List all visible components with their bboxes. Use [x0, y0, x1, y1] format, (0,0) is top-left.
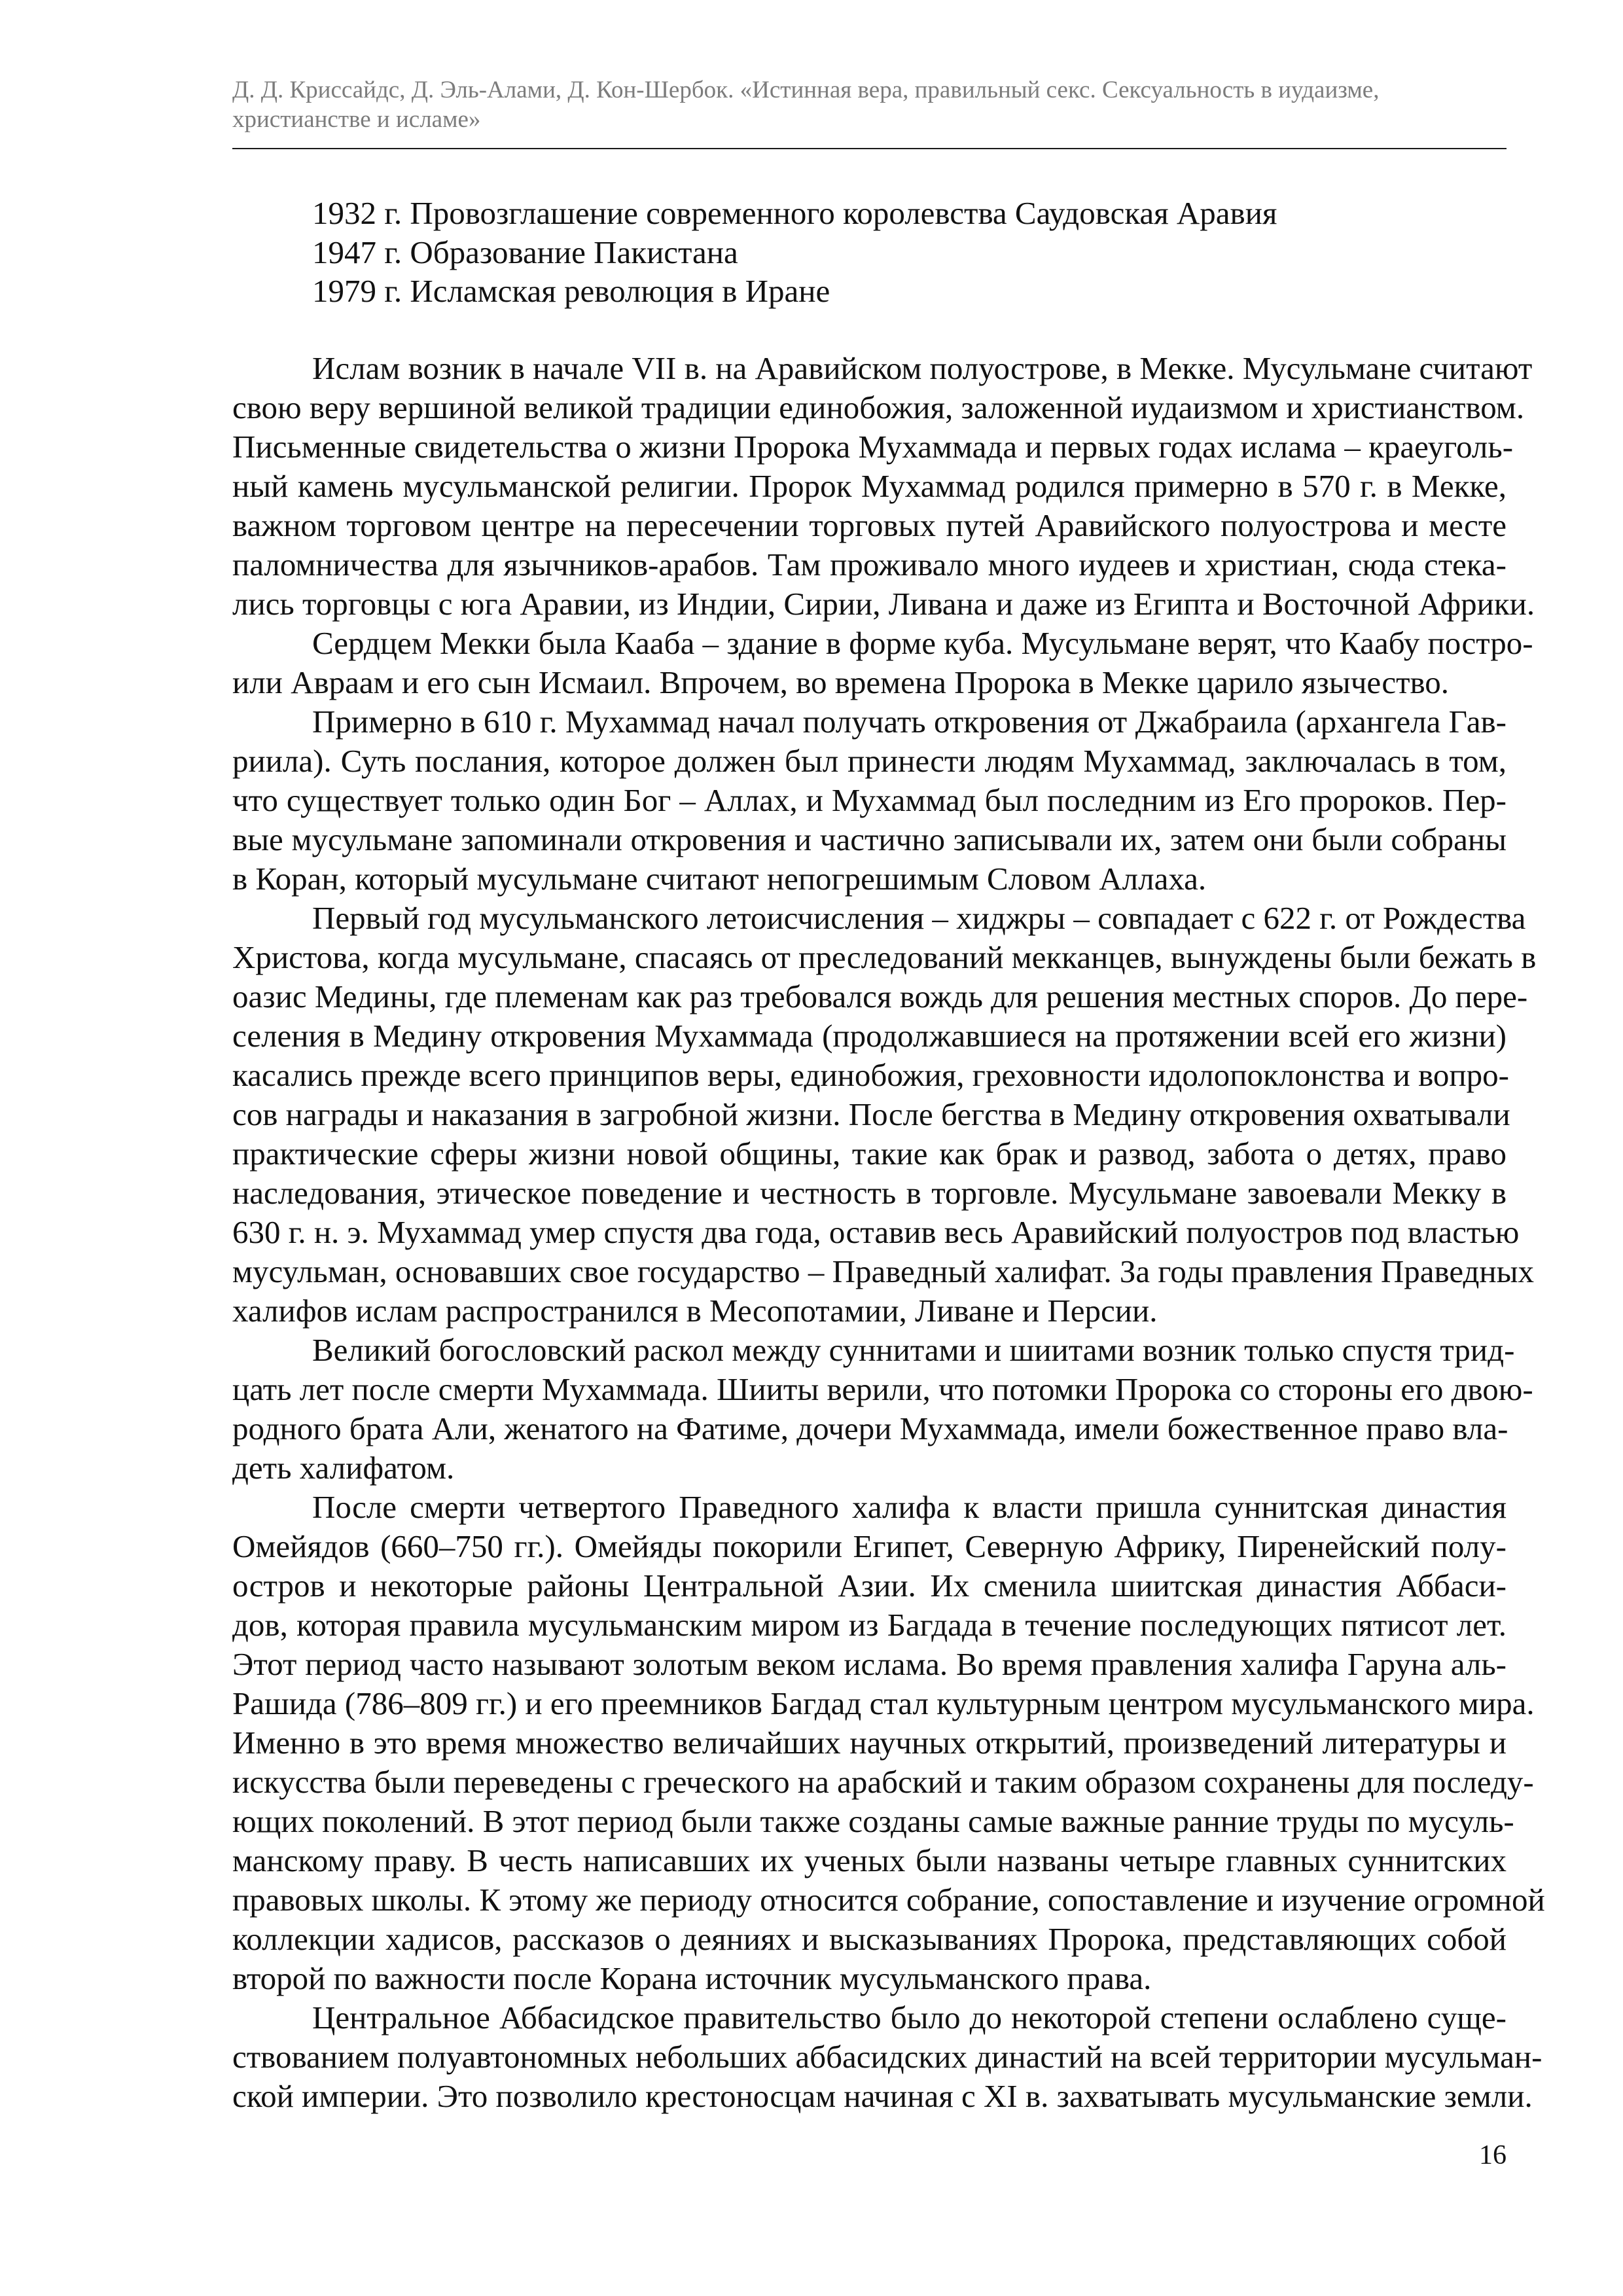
paragraph-line: Именно в это время множество величайших научных открытий, произведений литературы и: [232, 1725, 1507, 1761]
paragraph: [232, 702, 1507, 899]
paragraph-line: искусства были переведены с греческого на арабский и таким образом сохранены для последу-: [232, 1764, 1534, 1800]
paragraph-line: Сердцем Мекки была Кааба – здание в форме куба. Мусульмане верят, что Каабу постро-: [312, 625, 1533, 661]
paragraph-line: ющих поколений. В этот период были также созданы самые важные ранние труды по мусуль-: [232, 1803, 1514, 1839]
paragraph-line: ствованием полуавтономных небольших аббасидских династий на всей территории мусульман-: [232, 2039, 1543, 2075]
paragraph-line: свою веру вершиной великой традиции единобожия, заложенной иудаизмом и христианством.: [232, 389, 1525, 425]
paragraph: [232, 1998, 1543, 2116]
paragraph: [232, 1488, 1545, 1998]
page-number: 16: [1479, 2140, 1507, 2170]
paragraph-line: деть халифатом.: [232, 1450, 455, 1486]
paragraph-line: Христова, когда мусульмане, спасаясь от преследований мекканцев, вынуждены были бежать в: [232, 939, 1537, 975]
paragraph-line: важном торговом центре на пересечении торговых путей Аравийского полуострова и месте: [232, 507, 1507, 543]
paragraph: [232, 349, 1535, 624]
paragraph-line: остров и некоторые районы Центральной Азии. Их сменила шиитская династия Аббаси-: [232, 1568, 1507, 1604]
paragraph-line: или Авраам и его сын Исмаил. Впрочем, во времена Пророка в Мекке царило язычество.: [232, 664, 1450, 700]
paragraph-line: Рашида (786–809 гг.) и его преемников Багдад стал культурным центром мусульманского мира.: [232, 1685, 1535, 1721]
paragraph-line: Первый год мусульманского летоисчисления – хиджры – совпадает с 622 г. от Рождества: [312, 900, 1526, 936]
paragraph: [232, 1331, 1533, 1488]
paragraph-line: паломничества для язычников-арабов. Там проживало много иудеев и христиан, сюда стека-: [232, 547, 1507, 583]
paragraph-line: селения в Медину откровения Мухаммада (продолжавшиеся на протяжении всей его жизни): [232, 1018, 1507, 1054]
paragraph-line: родного брата Али, женатого на Фатиме, дочери Мухаммада, имели божественное право вла-: [232, 1410, 1508, 1446]
paragraph-line: Центральное Аббасидское правительство было до некоторой степени ослаблено суще-: [312, 2000, 1507, 2036]
paragraph-line: Великий богословский раскол между суннитами и шиитами возник только спустя трид-: [312, 1332, 1515, 1368]
running-header-line: христианстве и исламе»: [232, 106, 481, 133]
paragraph-line: Омейядов (660–750 гг.). Омейяды покорили Египет, Северную Африку, Пиренейский полу-: [232, 1528, 1507, 1564]
paragraph-line: риила). Суть послания, которое должен был принести людям Мухаммад, заключалась в том,: [232, 743, 1507, 779]
paragraph-line: 630 г. н. э. Мухаммад умер спустя два года, оставив весь Аравийский полуостров под властью: [232, 1214, 1520, 1250]
paragraph-line: После смерти четвертого Праведного халифа к власти пришла суннитская династия: [312, 1489, 1507, 1525]
paragraph-line: второй по важности после Корана источник мусульманского права.: [232, 1960, 1152, 1996]
paragraph-line: касались прежде всего принципов веры, единобожия, греховности идолопоклонства и вопро-: [232, 1057, 1509, 1093]
timeline-item: 1947 г. Образование Пакистана: [312, 234, 738, 270]
paragraph-line: мусульман, основавших свое государство – Праведный халифат. За годы правления Праведных: [232, 1253, 1535, 1289]
paragraph-line: дов, которая правила мусульманским миром из Багдада в течение последующих пятисот лет.: [232, 1607, 1507, 1643]
paragraph-line: правовых школы. К этому же периоду относится собрание, сопоставление и изучение огромной: [232, 1882, 1545, 1918]
paragraph: [232, 899, 1537, 1331]
timeline-item: 1979 г. Исламская революция в Иране: [312, 273, 830, 310]
paragraph-line: коллекции хадисов, рассказов о деяниях и высказываниях Пророка, представляющих собой: [232, 1921, 1507, 1957]
paragraph-line: Ислам возник в начале VII в. на Аравийском полуострове, в Мекке. Мусульмане считают: [312, 350, 1533, 386]
paragraph-line: халифов ислам распространился в Месопотамии, Ливане и Персии.: [232, 1293, 1158, 1329]
body-text: [232, 349, 1545, 2116]
paragraph-line: наследования, этическое поведение и честность в торговле. Мусульмане завоевали Мекку в: [232, 1175, 1507, 1211]
paragraph-line: Примерно в 610 г. Мухаммад начал получать откровения от Джабраила (архангела Гав-: [312, 704, 1507, 740]
paragraph-line: что существует только один Бог – Аллах, и Мухаммад был последним из Его пророков. Пер-: [232, 782, 1507, 818]
paragraph-line: ный камень мусульманской религии. Пророк Мухаммад родился примерно в 570 г. в Мекке,: [232, 468, 1507, 504]
paragraph-line: цать лет после смерти Мухаммада. Шииты верили, что потомки Пророка со стороны его двою-: [232, 1371, 1533, 1407]
paragraph-line: практические сферы жизни новой общины, такие как брак и развод, забота о детях, право: [232, 1136, 1507, 1172]
paragraph-line: в Коран, который мусульмане считают непогрешимым Словом Аллаха.: [232, 861, 1207, 897]
paragraph-line: Письменные свидетельства о жизни Пророка Мухаммада и первых годах ислама – краеуголь-: [232, 429, 1514, 465]
paragraph-line: ской империи. Это позволило крестоносцам начиная с XI в. захватывать мусульманские земли.: [232, 2078, 1533, 2114]
paragraph-line: вые мусульмане запоминали откровения и частично записывали их, затем они были собраны: [232, 821, 1507, 857]
paragraph-line: сов награды и наказания в загробной жизни. После бегства в Медину откровения охватывали: [232, 1096, 1510, 1132]
timeline-list: [312, 194, 1277, 311]
running-header: [232, 75, 1507, 134]
paragraph-line: оазис Медины, где племенам как раз требовался вождь для решения местных споров. До пере-: [232, 978, 1528, 1014]
running-header-line: Д. Д. Криссайдс, Д. Эль-Алами, Д. Кон-Шербок. «Истинная вера, правильный секс. Сексуальность в иудаизме,: [232, 77, 1380, 103]
timeline-item: 1932 г. Провозглашение современного королевства Саудовская Аравия: [312, 195, 1277, 231]
paragraph-line: Этот период часто называют золотым веком ислама. Во время правления халифа Гаруна аль-: [232, 1646, 1507, 1682]
paragraph-line: лись торговцы с юга Аравии, из Индии, Сирии, Ливана и даже из Египта и Восточной Африки.: [232, 586, 1535, 622]
paragraph: [232, 624, 1533, 702]
header-rule: [232, 148, 1507, 149]
paragraph-line: манскому праву. В честь написавших их ученых были названы четыре главных суннитских: [232, 1842, 1507, 1878]
